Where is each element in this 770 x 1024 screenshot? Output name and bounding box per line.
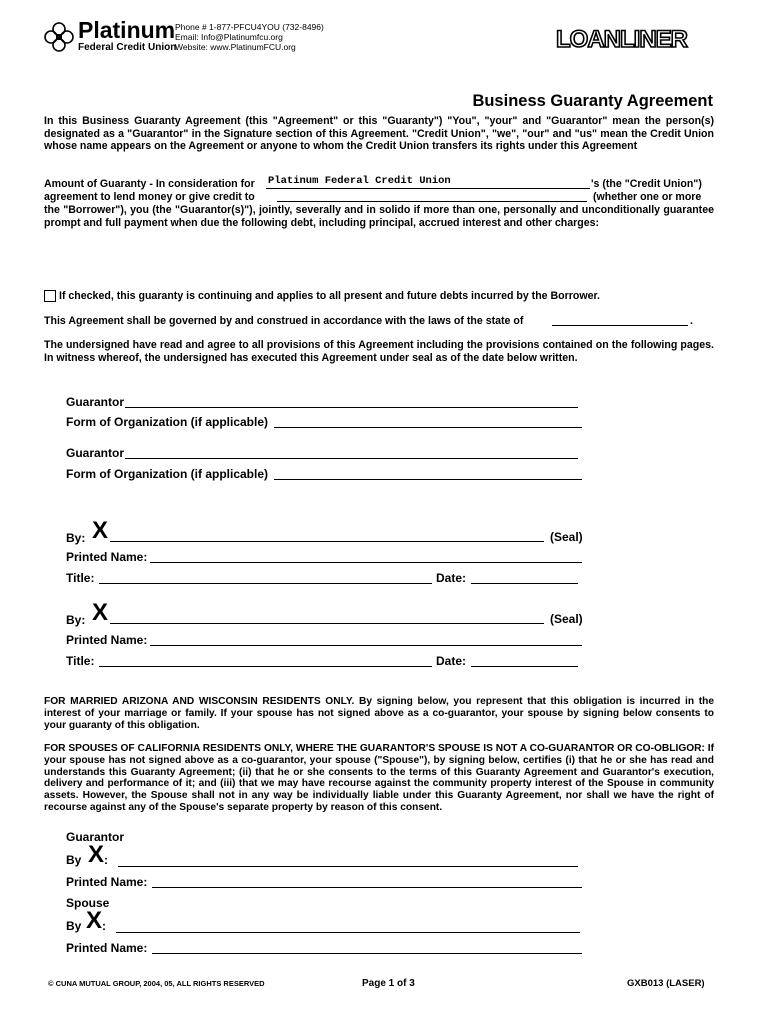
title-2-field[interactable] — [99, 652, 432, 667]
date-1-field[interactable] — [471, 569, 578, 584]
amount-rest: the "Borrower"), you (the "Guarantor(s)"), jointly, severally and in solido if more than one, personally and unconditionally guarantee prompt and full payment when due the following debt, including principal, accrued interest and other charges: — [44, 204, 714, 229]
printed-name-3-label: Printed Name: — [66, 875, 148, 889]
by-4-colon: : — [102, 919, 106, 933]
by-2-label: By: — [66, 613, 86, 627]
printed-name-4-field[interactable] — [152, 939, 582, 954]
contact-email: Email: Info@Platinumfcu.org — [175, 32, 283, 42]
signature-1-field[interactable] — [110, 527, 544, 542]
spouse-signature-field[interactable] — [116, 918, 580, 933]
state-field[interactable] — [552, 312, 688, 326]
logo-subtitle: Federal Credit Union — [78, 42, 177, 53]
intro-paragraph: In this Business Guaranty Agreement (this "Agreement" or this "Guaranty") "You", "your" and "Guarantor" mean the person(s) designated as a "Guarantor" in the Signature section of this Agreement. "Credit Union", "we", "our" and "us" mean the Credit Union whose name appears on the Agreement or anyone to whom the Credit Union transfers its rights under this Agreement — [44, 115, 714, 153]
guarantor-signature-field[interactable] — [118, 852, 578, 867]
by-3-colon: : — [104, 853, 108, 867]
guarantor-2-field[interactable] — [125, 444, 578, 459]
continuing-checkbox[interactable] — [44, 290, 56, 302]
form-org-2-field[interactable] — [274, 465, 582, 480]
x-mark-4: X — [86, 907, 103, 934]
witness-paragraph: The undersigned have read and agree to all provisions of this Agreement including the provisions contained on the following pages. In witness whereof, the undersigned has executed this Agreement under seal as of the date below written. — [44, 339, 714, 364]
date-2-field[interactable] — [471, 652, 578, 667]
governing-law-period: . — [690, 315, 693, 327]
printed-name-1-field[interactable] — [150, 548, 582, 563]
by-4-label: By — [66, 919, 82, 933]
logo-icon — [42, 20, 76, 54]
contact-website: Website: www.PlatinumFCU.org — [175, 42, 296, 52]
form-org-1-field[interactable] — [274, 413, 582, 428]
brand-logo: LOANLINER — [556, 26, 687, 53]
seal-1-label: (Seal) — [550, 530, 583, 544]
guarantor-2-label: Guarantor — [66, 446, 125, 460]
title-1-label: Title: — [66, 571, 95, 585]
document-title: Business Guaranty Agreement — [472, 92, 713, 110]
printed-name-1-label: Printed Name: — [66, 550, 148, 564]
credit-union-field[interactable] — [266, 175, 590, 189]
printed-name-3-field[interactable] — [152, 873, 582, 888]
credit-union-value: Platinum Federal Credit Union — [268, 175, 451, 187]
date-1-label: Date: — [436, 571, 467, 585]
guarantor-1-field[interactable] — [125, 393, 578, 408]
title-2-label: Title: — [66, 654, 95, 668]
signature-2-field[interactable] — [110, 609, 544, 624]
contact-phone: Phone # 1-877-PFCU4YOU (732-8496) — [175, 22, 324, 32]
footer-page-number: Page 1 of 3 — [362, 978, 415, 989]
x-mark-1: X — [92, 517, 109, 544]
printed-name-2-label: Printed Name: — [66, 633, 148, 647]
footer-form-id: GXB013 (LASER) — [627, 978, 705, 989]
guarantor-3-label: Guarantor — [66, 830, 125, 844]
logo-name: Platinum — [78, 17, 176, 43]
title-1-field[interactable] — [99, 569, 432, 584]
continuing-checkbox-label: If checked, this guaranty is continuing and applies to all present and future debts incurred by the Borrower. — [59, 290, 600, 302]
seal-2-label: (Seal) — [550, 612, 583, 626]
x-mark-3: X — [88, 841, 105, 868]
amount-line1-suffix: 's (the "Credit Union") — [591, 178, 702, 190]
date-2-label: Date: — [436, 654, 467, 668]
amount-line2-suffix: (whether one or more — [593, 191, 702, 203]
by-1-label: By: — [66, 531, 86, 545]
footer-copyright: © CUNA MUTUAL GROUP, 2004, 05, ALL RIGHTS RESERVED — [48, 979, 265, 988]
spouse-label: Spouse — [66, 896, 110, 910]
amount-line2-prefix: agreement to lend money or give credit to — [44, 191, 255, 203]
guarantor-1-label: Guarantor — [66, 395, 125, 409]
by-3-label: By — [66, 853, 82, 867]
form-org-2-label: Form of Organization (if applicable) — [66, 467, 269, 481]
arizona-wisconsin-paragraph: FOR MARRIED ARIZONA AND WISCONSIN RESIDENTS ONLY. By signing below, you represent that this obligation is incurred in the interest of your marriage or family. If your spouse has not signed above as a co-guarantor, your spouse by signing below consents to your guaranty of this obligation. — [44, 696, 714, 731]
x-mark-2: X — [92, 599, 109, 626]
printed-name-2-field[interactable] — [150, 631, 582, 646]
california-paragraph: FOR SPOUSES OF CALIFORNIA RESIDENTS ONLY, WHERE THE GUARANTOR'S SPOUSE IS NOT A CO-GUARANTOR OR CO-OBLIGOR: If your spouse has not signed above as a co-guarantor, your spouse ("Spouse"), by signing below, certifies (i) that he or she has read and understands this Guaranty Agreement; (ii) that he or she consents to the terms of this Guaranty Agreement and Guarantor's execution, delivery and performance of it; and (iii) that we may have recourse against the community property interest of the Spouse in community assets. However, the Spouse shall not in any way be individually liable under this Guaranty Agreement, nor shall we have the right of recourse against any of the Spouse's separate property by reason of this consent. — [44, 743, 714, 813]
form-org-1-label: Form of Organization (if applicable) — [66, 415, 269, 429]
borrower-field[interactable] — [277, 188, 587, 202]
governing-law-text: This Agreement shall be governed by and construed in accordance with the laws of the state of — [44, 315, 524, 327]
printed-name-4-label: Printed Name: — [66, 941, 148, 955]
amount-line1-prefix: Amount of Guaranty - In consideration for — [44, 178, 255, 190]
